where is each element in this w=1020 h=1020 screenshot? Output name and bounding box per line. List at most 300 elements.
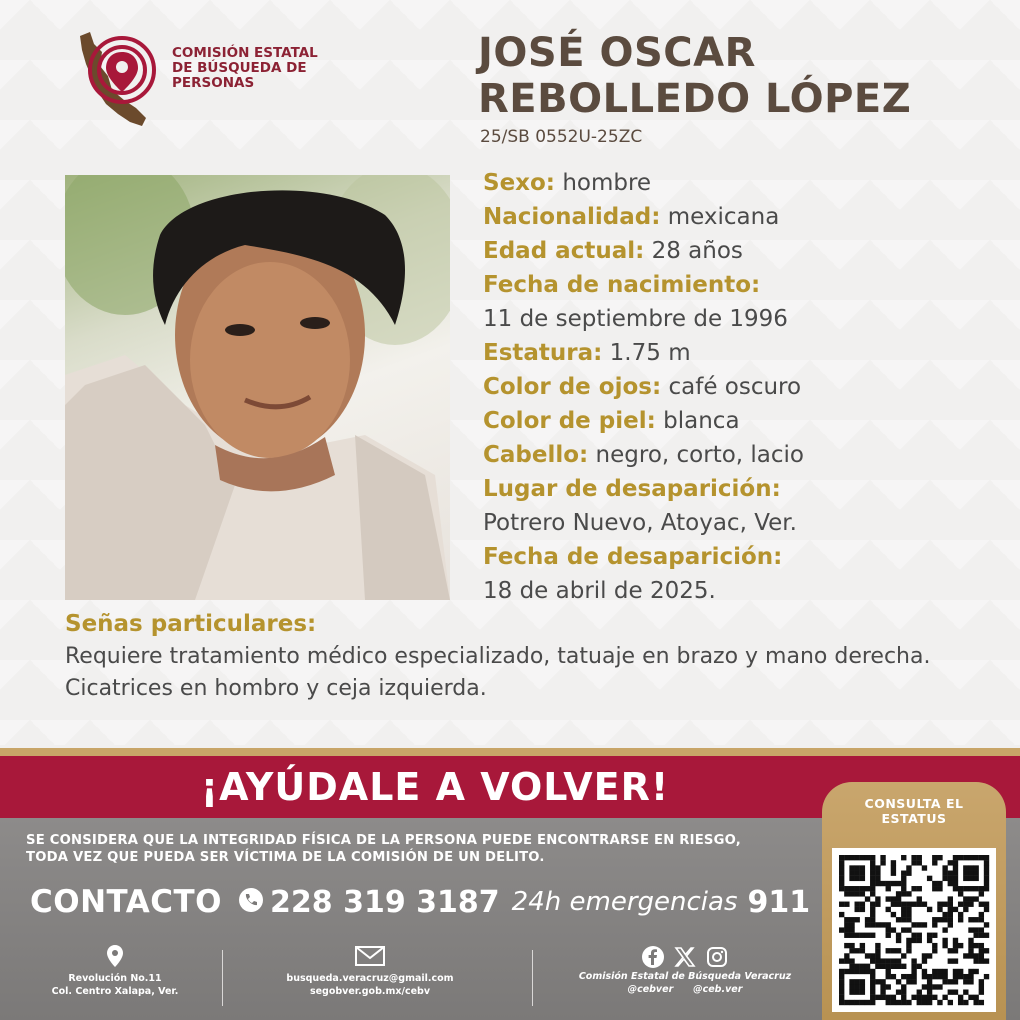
qr-module <box>880 922 885 927</box>
qr-module <box>932 984 937 989</box>
qr-module <box>948 896 953 901</box>
qr-module <box>891 896 896 901</box>
qr-module <box>896 938 901 943</box>
qr-module <box>886 881 891 886</box>
qr-module <box>906 891 911 896</box>
qr-module <box>839 989 844 994</box>
qr-module <box>911 922 916 927</box>
qr-module <box>963 886 968 891</box>
qr-module <box>927 876 932 881</box>
qr-module <box>958 886 963 891</box>
qr-module <box>860 886 865 891</box>
qr-module <box>880 989 885 994</box>
qr-module <box>973 886 978 891</box>
qr-module <box>953 886 958 891</box>
qr-module <box>860 943 865 948</box>
qr-module <box>963 974 968 979</box>
qr-module <box>870 1000 875 1005</box>
qr-module <box>958 1000 963 1005</box>
qr-module <box>984 881 989 886</box>
qr-module <box>968 876 973 881</box>
detail-label: Sexo: <box>483 170 555 196</box>
qr-module <box>953 979 958 984</box>
qr-module <box>870 953 875 958</box>
qr-module <box>963 907 968 912</box>
qr-module <box>870 865 875 870</box>
qr-module <box>937 881 942 886</box>
qr-module <box>839 855 844 860</box>
qr-module <box>922 865 927 870</box>
case-id: 25/SB 0552U-25ZC <box>480 127 643 147</box>
person-photo <box>65 175 450 600</box>
qr-module <box>968 871 973 876</box>
qr-module <box>906 943 911 948</box>
detail-lugar-label <box>483 472 1003 506</box>
qr-module <box>860 948 865 953</box>
qr-module <box>901 907 906 912</box>
qr-module <box>917 964 922 969</box>
qr-module <box>886 907 891 912</box>
social-handles[interactable]: @cebver @ceb.ver <box>627 984 743 995</box>
qr-module <box>849 891 854 896</box>
qr-module <box>953 974 958 979</box>
status-title-line1: CONSULTA EL <box>864 796 964 811</box>
qr-module <box>875 995 880 1000</box>
qr-module <box>979 933 984 938</box>
qr-module <box>849 871 854 876</box>
qr-module <box>973 953 978 958</box>
qr-module <box>886 974 891 979</box>
qr-module <box>979 1000 984 1005</box>
qr-module <box>963 953 968 958</box>
qr-module <box>963 989 968 994</box>
org-name-line3: PERSONAS <box>172 75 255 91</box>
qr-module <box>911 902 916 907</box>
qr-module <box>870 984 875 989</box>
social-org-name: Comisión Estatal de Búsqueda Veracruz <box>578 971 792 982</box>
qr-module <box>865 917 870 922</box>
qr-module <box>973 1000 978 1005</box>
qr-module <box>849 979 854 984</box>
qr-module <box>860 891 865 896</box>
qr-module <box>922 995 927 1000</box>
detail-value: blanca <box>663 408 740 434</box>
qr-module <box>844 958 849 963</box>
qr-module <box>865 969 870 974</box>
qr-module <box>860 865 865 870</box>
qr-module <box>875 865 880 870</box>
qr-module <box>963 876 968 881</box>
address-line2: Col. Centro Xalapa, Ver. <box>51 986 179 997</box>
qr-module <box>906 912 911 917</box>
qr-module <box>896 1000 901 1005</box>
qr-module <box>870 933 875 938</box>
qr-module <box>896 891 901 896</box>
qr-module <box>849 1000 854 1005</box>
qr-module <box>844 969 849 974</box>
qr-module <box>886 948 891 953</box>
qr-module <box>942 912 947 917</box>
qr-module <box>901 995 906 1000</box>
qr-module <box>865 1000 870 1005</box>
qr-module <box>839 871 844 876</box>
qr-module <box>880 881 885 886</box>
x-twitter-icon[interactable] <box>673 945 697 969</box>
detail-color-piel <box>483 404 1003 438</box>
qr-module <box>979 927 984 932</box>
qr-module <box>927 984 932 989</box>
qr-module <box>927 907 932 912</box>
qr-module <box>953 876 958 881</box>
qr-module <box>839 886 844 891</box>
email-address[interactable]: busqueda.veracruz@gmail.com <box>286 973 454 984</box>
qr-module <box>886 984 891 989</box>
qr-module <box>865 953 870 958</box>
qr-module <box>953 938 958 943</box>
qr-module <box>880 855 885 860</box>
qr-module <box>932 943 937 948</box>
qr-module <box>932 933 937 938</box>
qr-module <box>870 902 875 907</box>
qr-module <box>844 917 849 922</box>
qr-module <box>870 871 875 876</box>
qr-module <box>901 891 906 896</box>
risk-warning <box>26 832 816 866</box>
qr-module <box>953 860 958 865</box>
qr-module <box>968 995 973 1000</box>
qr-module <box>870 979 875 984</box>
qr-module <box>891 1000 896 1005</box>
qr-module <box>953 989 958 994</box>
qr-module <box>937 974 942 979</box>
qr-module <box>839 902 844 907</box>
qr-module <box>860 984 865 989</box>
detail-label: Fecha de desaparición: <box>483 544 783 570</box>
qr-module <box>968 953 973 958</box>
qr-module <box>953 907 958 912</box>
qr-module <box>984 860 989 865</box>
status-qr-code[interactable] <box>832 848 996 1012</box>
risk-warning-line1: SE CONSIDERA QUE LA INTEGRIDAD FÍSICA DE LA PERSONA PUEDE ENCONTRARSE EN RIESGO, <box>26 833 741 848</box>
qr-module <box>886 922 891 927</box>
qr-module <box>901 855 906 860</box>
qr-module <box>880 979 885 984</box>
qr-module <box>948 979 953 984</box>
qr-module <box>958 974 963 979</box>
qr-module <box>844 891 849 896</box>
qr-module <box>849 958 854 963</box>
contact-hours: 24h emergencias <box>511 887 738 917</box>
qr-module <box>870 922 875 927</box>
qr-module <box>911 938 916 943</box>
qr-module <box>886 969 891 974</box>
qr-module <box>979 989 984 994</box>
instagram-icon[interactable] <box>705 945 729 969</box>
qr-module <box>906 927 911 932</box>
detail-label: Nacionalidad: <box>483 204 661 230</box>
qr-module <box>901 886 906 891</box>
website-url[interactable]: segobver.gob.mx/cebv <box>309 986 431 997</box>
qr-module <box>844 943 849 948</box>
qr-module <box>855 917 860 922</box>
qr-module <box>973 958 978 963</box>
qr-module <box>927 953 932 958</box>
detail-color-ojos <box>483 370 1003 404</box>
qr-module <box>896 917 901 922</box>
qr-module <box>948 860 953 865</box>
qr-module <box>937 855 942 860</box>
qr-module <box>875 943 880 948</box>
qr-module <box>880 860 885 865</box>
detail-value: 1.75 m <box>609 340 691 366</box>
qr-module <box>901 989 906 994</box>
qr-module <box>984 886 989 891</box>
qr-module <box>942 871 947 876</box>
qr-module <box>880 984 885 989</box>
qr-module <box>870 958 875 963</box>
qr-module <box>968 886 973 891</box>
qr-module <box>849 933 854 938</box>
detail-estatura <box>483 336 1003 370</box>
qr-module <box>973 933 978 938</box>
qr-module <box>855 876 860 881</box>
qr-module <box>932 922 937 927</box>
qr-module <box>860 964 865 969</box>
emergency-number[interactable]: 911 <box>747 884 811 920</box>
qr-module <box>922 902 927 907</box>
detail-value: café oscuro <box>668 374 802 400</box>
qr-module <box>917 995 922 1000</box>
detail-value: negro, corto, lacio <box>595 442 804 468</box>
qr-module <box>927 974 932 979</box>
qr-module <box>968 917 973 922</box>
qr-module <box>958 855 963 860</box>
qr-module <box>860 907 865 912</box>
qr-module <box>911 964 916 969</box>
org-name-line1: COMISIÓN ESTATAL <box>172 45 318 61</box>
qr-module <box>968 948 973 953</box>
detail-label: Color de ojos: <box>483 374 662 400</box>
qr-module <box>855 948 860 953</box>
qr-module <box>870 860 875 865</box>
qr-module <box>979 917 984 922</box>
qr-module <box>891 964 896 969</box>
status-title-line2: ESTATUS <box>881 811 947 826</box>
qr-module <box>839 984 844 989</box>
qr-module <box>953 958 958 963</box>
qr-module <box>886 927 891 932</box>
qr-module <box>937 907 942 912</box>
qr-module <box>911 958 916 963</box>
risk-warning-line2: TODA VEZ QUE PUEDA SER VÍCTIMA DE LA COMISIÓN DE UN DELITO. <box>26 850 545 865</box>
qr-module <box>979 958 984 963</box>
facebook-icon[interactable] <box>641 945 665 969</box>
qr-module <box>849 984 854 989</box>
qr-module <box>922 953 927 958</box>
qr-module <box>870 881 875 886</box>
qr-module <box>896 881 901 886</box>
qr-module <box>855 886 860 891</box>
qr-module <box>906 979 911 984</box>
qr-module <box>911 979 916 984</box>
qr-module <box>942 969 947 974</box>
detail-label: Estatura: <box>483 340 603 366</box>
qr-module <box>911 995 916 1000</box>
qr-module <box>901 1000 906 1005</box>
qr-module <box>917 1000 922 1005</box>
qr-module <box>984 922 989 927</box>
qr-module <box>948 881 953 886</box>
qr-module <box>855 1000 860 1005</box>
qr-module <box>849 943 854 948</box>
qr-module <box>948 917 953 922</box>
qr-module <box>901 902 906 907</box>
footer-social <box>560 944 810 996</box>
qr-module <box>865 964 870 969</box>
qr-module <box>901 917 906 922</box>
qr-module <box>891 958 896 963</box>
qr-module <box>963 1000 968 1005</box>
qr-module <box>891 860 896 865</box>
qr-module <box>865 933 870 938</box>
contact-phone[interactable]: 228 319 3187 <box>270 884 500 920</box>
detail-nacionalidad <box>483 200 1003 234</box>
detail-edad <box>483 234 1003 268</box>
qr-module <box>886 995 891 1000</box>
qr-module <box>906 1000 911 1005</box>
qr-module <box>870 974 875 979</box>
qr-module <box>870 907 875 912</box>
qr-module <box>932 917 937 922</box>
qr-module <box>844 922 849 927</box>
qr-module <box>958 943 963 948</box>
qr-module <box>963 871 968 876</box>
qr-module <box>865 922 870 927</box>
qr-module <box>937 917 942 922</box>
qr-module <box>979 948 984 953</box>
qr-module <box>948 1000 953 1005</box>
qr-module <box>875 948 880 953</box>
qr-module <box>844 953 849 958</box>
detail-label: Fecha de nacimiento: <box>483 272 761 298</box>
qr-module <box>911 969 916 974</box>
qr-module <box>922 969 927 974</box>
qr-module <box>839 912 844 917</box>
qr-module <box>901 871 906 876</box>
qr-module <box>901 912 906 917</box>
qr-module <box>984 974 989 979</box>
qr-module <box>906 917 911 922</box>
qr-module <box>932 855 937 860</box>
qr-module <box>948 912 953 917</box>
qr-module <box>855 907 860 912</box>
qr-module <box>901 953 906 958</box>
qr-module <box>875 881 880 886</box>
qr-module <box>906 871 911 876</box>
qr-module <box>911 860 916 865</box>
qr-module <box>984 907 989 912</box>
qr-module <box>937 969 942 974</box>
qr-module <box>870 891 875 896</box>
qr-module <box>973 927 978 932</box>
qr-module <box>942 927 947 932</box>
qr-module <box>855 979 860 984</box>
person-name <box>478 30 998 122</box>
qr-module <box>948 871 953 876</box>
qr-module <box>984 902 989 907</box>
qr-module <box>973 896 978 901</box>
qr-module <box>875 953 880 958</box>
detail-fecha-desaparicion-value <box>483 574 1003 608</box>
qr-module <box>942 902 947 907</box>
detail-label: Lugar de desaparición: <box>483 476 781 502</box>
qr-module <box>891 871 896 876</box>
qr-module <box>979 902 984 907</box>
qr-module <box>953 881 958 886</box>
qr-module <box>942 865 947 870</box>
qr-module <box>953 871 958 876</box>
qr-module <box>927 979 932 984</box>
qr-module <box>937 1000 942 1005</box>
qr-module <box>839 1000 844 1005</box>
qr-module <box>855 871 860 876</box>
senas-text: Requiere tratamiento médico especializado, tatuaje en brazo y mano derecha. Cicatrices en hombro y ceja izquierda. <box>65 644 931 701</box>
qr-module <box>896 958 901 963</box>
qr-module <box>860 876 865 881</box>
detail-value: 28 años <box>651 238 743 264</box>
qr-module <box>891 974 896 979</box>
qr-module <box>906 907 911 912</box>
help-banner-text: ¡AYÚDALE A VOLVER! <box>200 765 670 809</box>
qr-module <box>891 902 896 907</box>
qr-module <box>942 876 947 881</box>
qr-module <box>927 1000 932 1005</box>
qr-module <box>839 876 844 881</box>
qr-module <box>911 855 916 860</box>
qr-module <box>906 938 911 943</box>
qr-module <box>896 979 901 984</box>
qr-module <box>844 1000 849 1005</box>
qr-module <box>922 984 927 989</box>
qr-module <box>927 938 932 943</box>
qr-module <box>948 958 953 963</box>
qr-module <box>917 886 922 891</box>
qr-module <box>901 964 906 969</box>
qr-module <box>896 933 901 938</box>
qr-module <box>942 979 947 984</box>
qr-module <box>953 855 958 860</box>
qr-module <box>860 1000 865 1005</box>
org-name-line2: DE BÚSQUEDA DE <box>172 60 307 76</box>
qr-module <box>849 964 854 969</box>
qr-module <box>855 902 860 907</box>
qr-module <box>917 896 922 901</box>
qr-module <box>984 871 989 876</box>
qr-module <box>963 979 968 984</box>
qr-module <box>984 876 989 881</box>
qr-module <box>979 886 984 891</box>
qr-module <box>942 943 947 948</box>
qr-module <box>917 933 922 938</box>
mail-icon <box>354 944 386 968</box>
qr-module <box>942 974 947 979</box>
qr-module <box>860 969 865 974</box>
qr-module <box>849 855 854 860</box>
qr-module <box>968 969 973 974</box>
qr-module <box>891 995 896 1000</box>
qr-module <box>948 907 953 912</box>
detail-label: Edad actual: <box>483 238 645 264</box>
